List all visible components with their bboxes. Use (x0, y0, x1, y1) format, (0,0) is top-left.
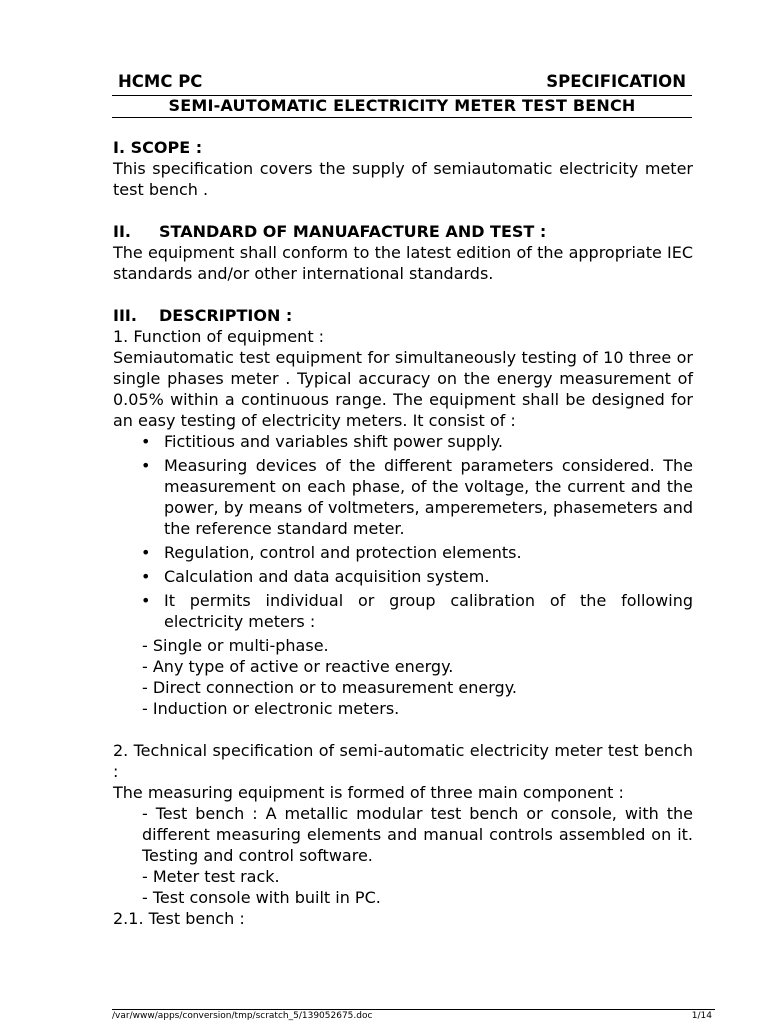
meter-type-item: - Direct connection or to measurement energy. (142, 678, 517, 697)
footer-rule (112, 1009, 715, 1010)
footer-page-number: 1/14 (691, 1011, 712, 1021)
bullet-icon: • (141, 456, 151, 475)
tech-spec-heading: 2. Technical specification of semi-automatic electricity meter test bench : (113, 741, 693, 781)
scope-text: This specification covers the supply of semiautomatic electricity meter test bench . (113, 159, 693, 199)
bullet-icon: • (141, 432, 151, 451)
footer-file-path: /var/www/apps/conversion/tmp/scratch_5/139052675.doc (112, 1011, 373, 1021)
equipment-bullet-list (113, 431, 693, 632)
standard-number: II. (113, 222, 131, 241)
bullet-item: • It permits individual or group calibration of the following electricity meters : (141, 591, 693, 631)
function-heading: 1. Function of equipment : (113, 327, 325, 346)
tech-spec-text: The measuring equipment is formed of three main component : (113, 783, 624, 802)
standard-heading-text: STANDARD OF MANUAFACTURE AND TEST : (159, 222, 547, 241)
document-title: SEMI-AUTOMATIC ELECTRICITY METER TEST BENCH (168, 96, 636, 115)
component-item: - Test bench : A metallic modular test bench or console, with the different measuring elements and manual controls assembled on it. Testing and control software. (142, 804, 693, 865)
standard-heading (113, 221, 693, 242)
header-org: HCMC PC (118, 72, 203, 91)
meter-type-item: - Any type of active or reactive energy. (142, 657, 454, 676)
header-rule-bottom (112, 117, 692, 118)
bullet-item: • Fictitious and variables shift power supply. (141, 432, 503, 451)
component-item: - Meter test rack. (142, 867, 280, 886)
description-heading (113, 305, 693, 326)
description-number: III. (113, 306, 137, 325)
bullet-item: • Regulation, control and protection elements. (141, 543, 522, 562)
header-doc-type: SPECIFICATION (546, 72, 686, 91)
bullet-icon: • (141, 543, 151, 562)
bullet-icon: • (141, 567, 151, 586)
document-body (113, 137, 693, 929)
function-text: Semiautomatic test equipment for simultaneously testing of 10 three or single phases meter . Typical accuracy on the energy measurement of 0.05% within a continuous range. The equipment shall be designed for an easy testing of electricity meters. It consist of : (113, 348, 693, 430)
test-bench-heading: 2.1. Test bench : (113, 909, 245, 928)
header-row (118, 72, 686, 94)
meter-type-item: - Single or multi-phase. (142, 636, 329, 655)
standard-text: The equipment shall conform to the latest edition of the appropriate IEC standards and/or other international standards. (113, 243, 693, 283)
meter-type-item: - Induction or electronic meters. (142, 699, 400, 718)
component-item: - Test console with built in PC. (142, 888, 381, 907)
bullet-item: • Measuring devices of the different parameters considered. The measurement on each phase, of the voltage, the current and the power, by means of voltmeters, amperemeters, phasemeters and the reference standard meter. (141, 456, 693, 538)
bullet-icon: • (141, 591, 151, 610)
bullet-item: • Calculation and data acquisition system. (141, 567, 490, 586)
scope-heading: I. SCOPE : (113, 138, 203, 157)
description-heading-text: DESCRIPTION : (159, 306, 293, 325)
